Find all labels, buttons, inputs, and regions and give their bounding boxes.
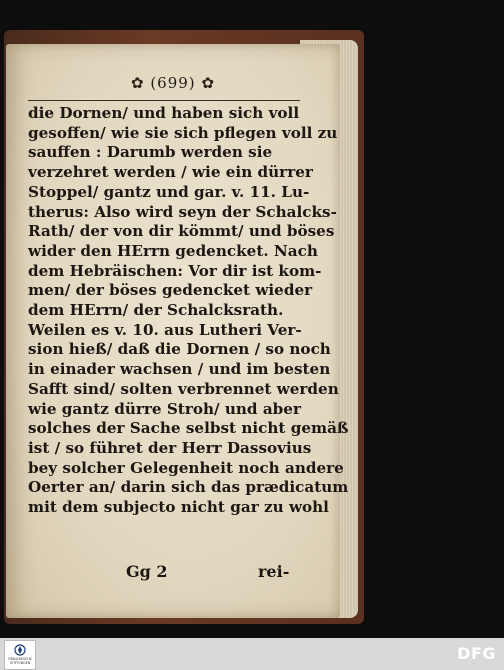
text-line: solches der Sache selbst nicht gemäß [28, 419, 349, 438]
text-line: therus: Also wird seyn der Schalcks- [28, 202, 337, 221]
text-line: Weilen es v. 10. aus Lutheri Ver- [28, 320, 302, 339]
page-number: (699) [150, 74, 196, 92]
text-line: wie gantz dürre Stroh/ und aber [28, 399, 301, 418]
text-line: gesoffen/ wie sie sich pflegen voll zu [28, 123, 338, 142]
text-line: Safft sind/ solten verbrennet werden [28, 379, 339, 398]
text-line: sion hieß/ daß die Dornen / so noch [28, 340, 331, 359]
text-line: Rath/ der von dir kömmt/ und böses [28, 222, 335, 241]
text-line: verzehret werden / wie ein dürrer [28, 163, 313, 182]
logo-label: FRANCKESCHE STIFTUNGEN [8, 657, 32, 665]
text-line: bey solcher Gelegenheit noch andere [28, 458, 344, 477]
page-text [28, 104, 349, 518]
text-line: mit dem subjecto nicht gar zu wohl [28, 498, 329, 517]
book-page [6, 44, 349, 618]
footer-bar [0, 638, 504, 670]
ornament-left-icon: ✿ [130, 74, 145, 92]
dfg-logo[interactable]: DFG [457, 644, 496, 663]
text-line: ist / so führet der Herr Dassovius [28, 438, 312, 457]
text-line: sauffen : Darumb werden sie [28, 143, 273, 162]
text-line: men/ der böses gedencket wieder [28, 281, 313, 300]
text-line: dem Hebräischen: Vor dir ist kom- [28, 261, 322, 280]
text-line: wider den HErrn gedencket. Nach [28, 241, 318, 260]
foundation-emblem-icon [14, 644, 26, 656]
signature-mark: Gg 2 [126, 562, 168, 581]
franckesche-stiftungen-logo[interactable] [4, 640, 36, 670]
page-header [6, 74, 340, 92]
catchword: rei- [258, 562, 290, 581]
text-line: Oerter an/ darin sich das prædicatum [28, 478, 349, 497]
text-line: in einader wachsen / und im besten [28, 360, 331, 379]
ornament-right-icon: ✿ [201, 74, 216, 92]
header-rule [28, 100, 300, 101]
text-line: die Dornen/ und haben sich voll [28, 104, 300, 122]
text-line: dem HErrn/ der Schalcksrath. [28, 301, 284, 320]
text-line: Stoppel/ gantz und gar. v. 11. Lu- [28, 182, 310, 201]
